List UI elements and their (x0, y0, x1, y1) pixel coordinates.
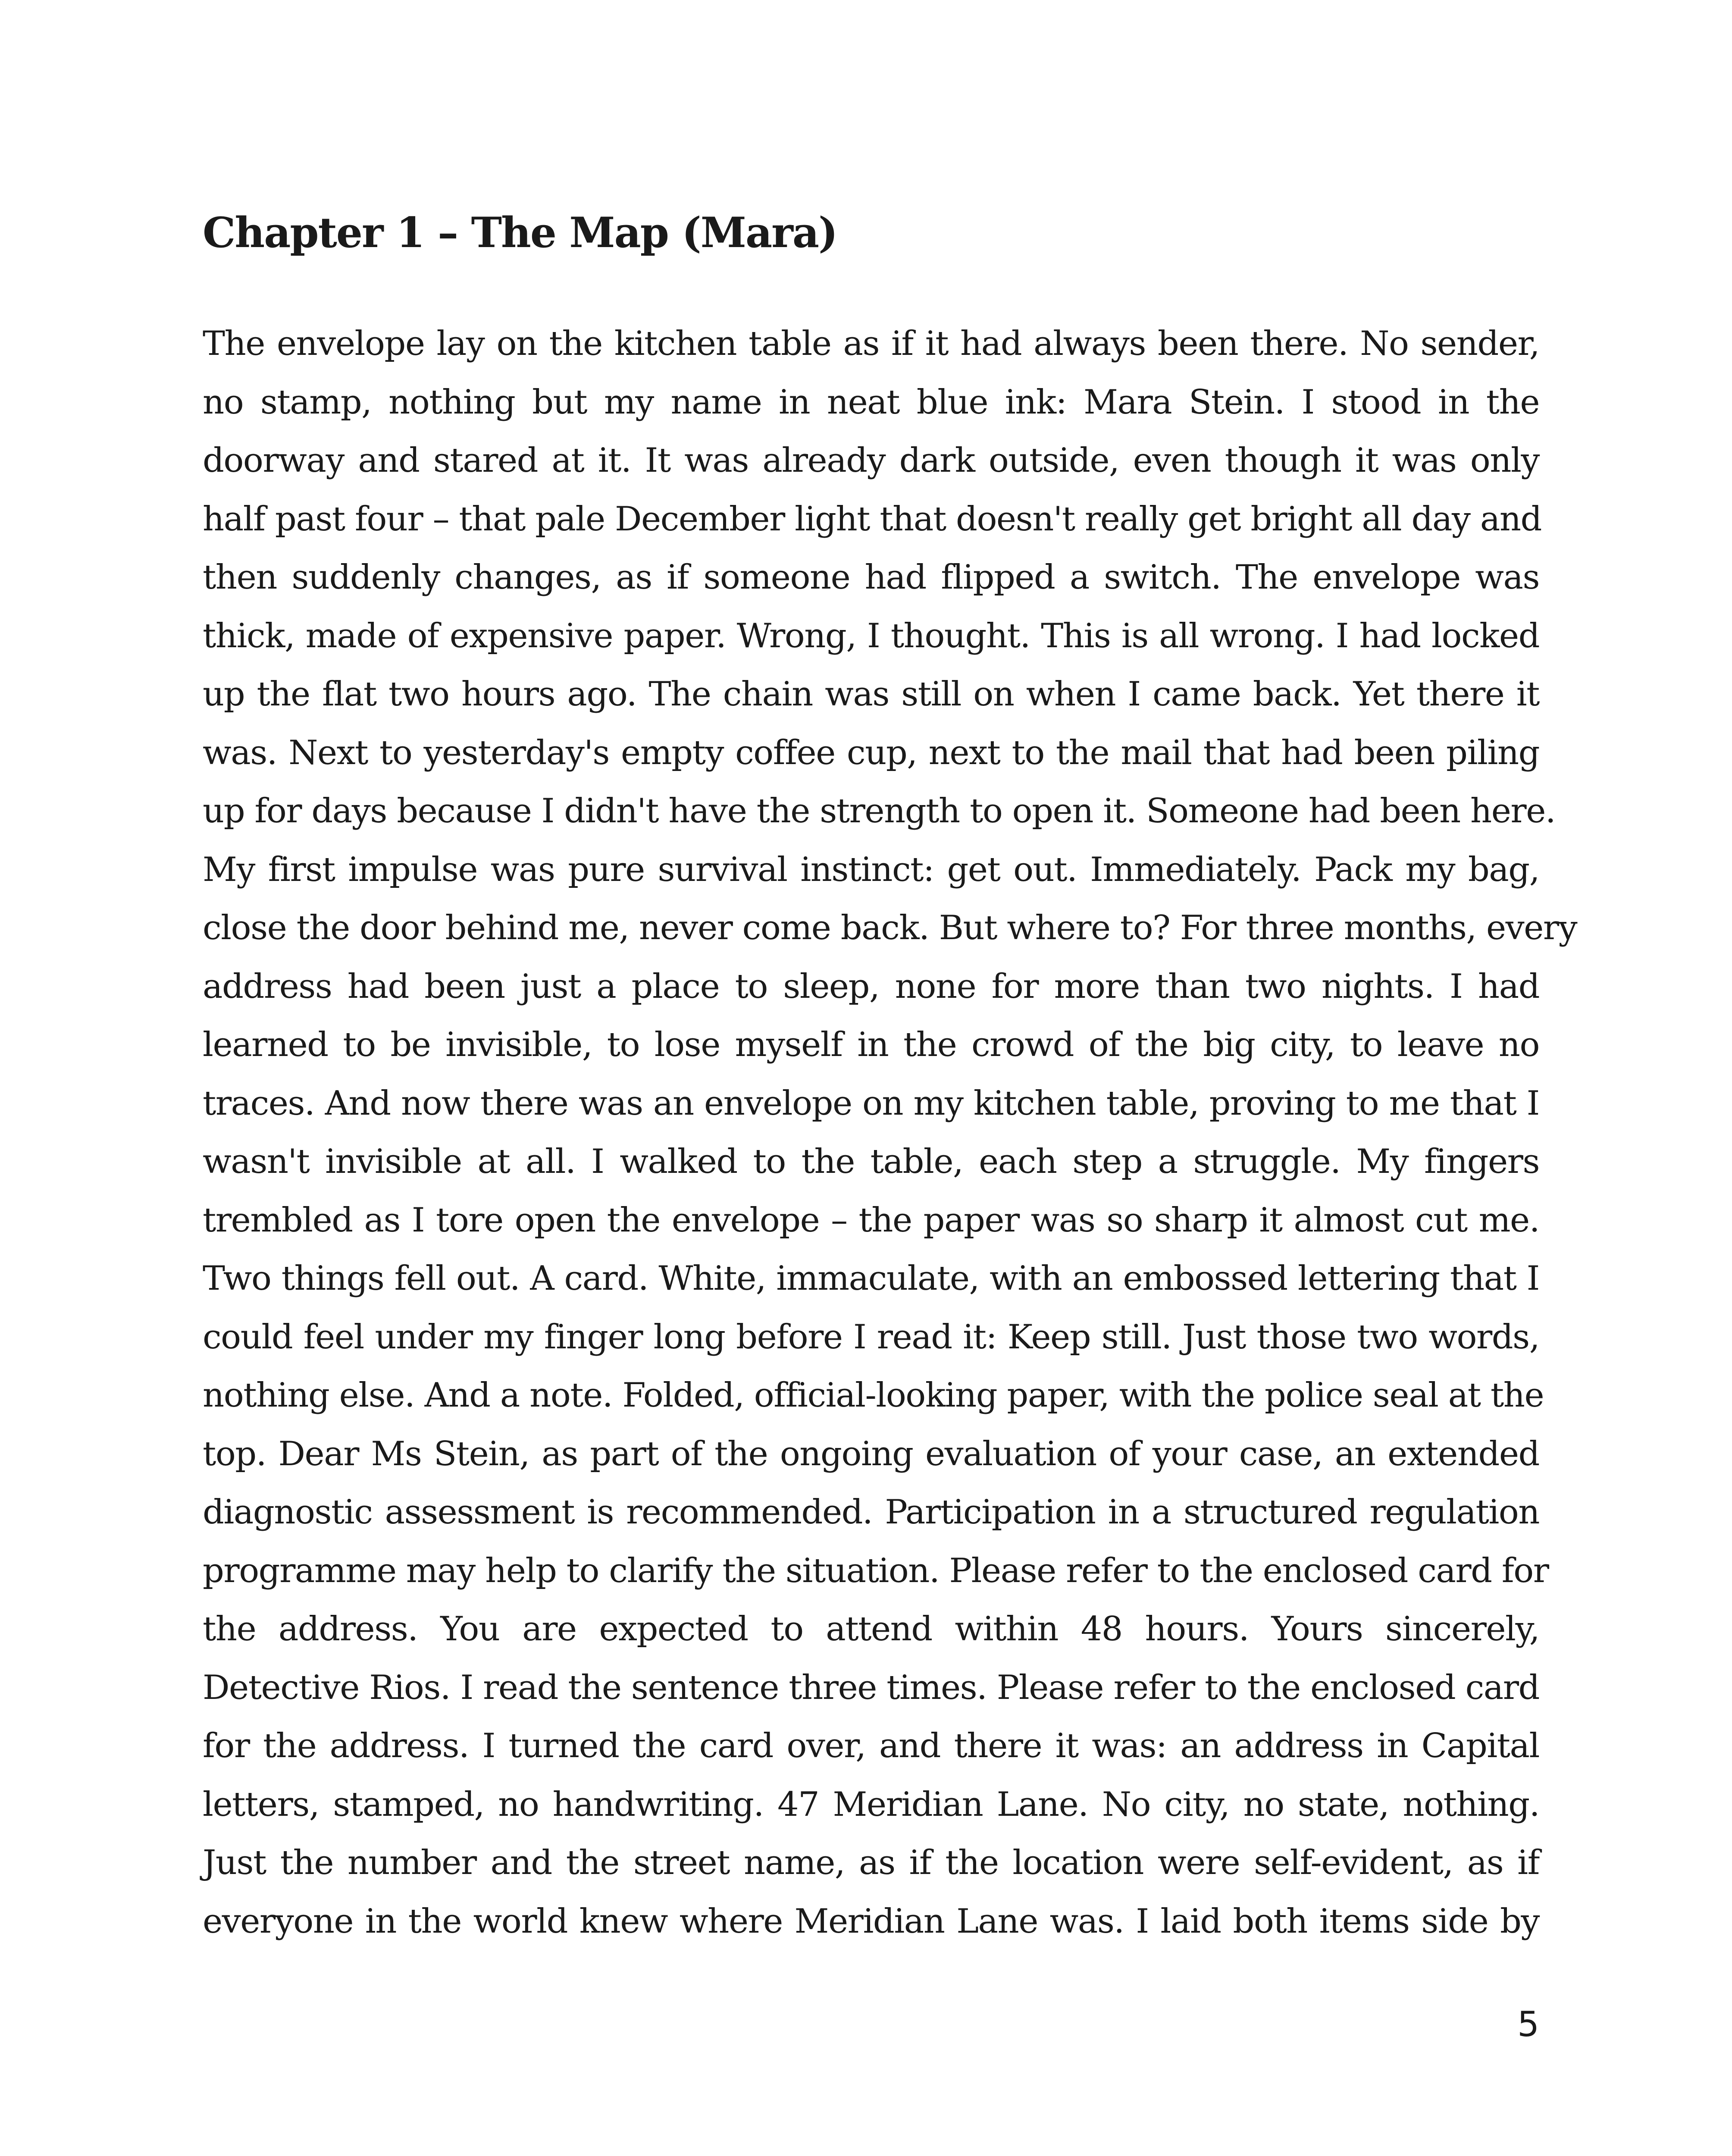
text-line: for the address. I turned the card over, and there it was: an address in Capital (203, 1727, 1539, 1765)
text-line: trembled as I tore open the envelope – the paper was so sharp it almost cut me. (203, 1200, 1539, 1240)
text-line: doorway and stared at it. It was already dark outside, even though it was only (203, 441, 1539, 480)
text-line: was. Next to yesterday's empty coffee cup, next to the mail that had been piling (203, 733, 1539, 772)
text-line: up for days because I didn't have the strength to open it. Someone had been here. (203, 792, 1556, 830)
text-line: letters, stamped, no handwriting. 47 Meridian Lane. No city, no state, nothing. (203, 1785, 1539, 1824)
text-line: wasn't invisible at all. I walked to the table, each step a struggle. My fingers (203, 1142, 1539, 1181)
text-line: diagnostic assessment is recommended. Participation in a structured regulation (203, 1493, 1539, 1532)
text-line: Two things fell out. A card. White, immaculate, with an embossed lettering that I (203, 1259, 1539, 1298)
text-line: traces. And now there was an envelope on my kitchen table, proving to me that I (203, 1084, 1539, 1123)
body-text (203, 315, 1577, 1951)
text-line: up the flat two hours ago. The chain was still on when I came back. Yet there it (203, 675, 1539, 714)
chapter-title: Chapter 1 – The Map (Mara) (203, 208, 837, 257)
text-line: Just the number and the street name, as if the location were self-evident, as if (203, 1843, 1539, 1882)
text-line: Detective Rios. I read the sentence three times. Please refer to the enclosed card (203, 1668, 1539, 1707)
text-line: the address. You are expected to attend within 48 hours. Yours sincerely, (203, 1610, 1539, 1648)
text-line: top. Dear Ms Stein, as part of the ongoing evaluation of your case, an extended (203, 1434, 1539, 1473)
text-line: My first impulse was pure survival instinct: get out. Immediately. Pack my bag, (203, 850, 1539, 889)
text-line: programme may help to clarify the situation. Please refer to the enclosed card for (203, 1551, 1549, 1590)
text-line: address had been just a place to sleep, none for more than two nights. I had (203, 967, 1539, 1006)
text-line: half past four – that pale December light that doesn't really get bright all day and (203, 499, 1541, 539)
text-line: everyone in the world knew where Meridian Lane was. I laid both items side by (203, 1902, 1539, 1941)
text-line: learned to be invisible, to lose myself in the crowd of the big city, to leave no (203, 1025, 1539, 1064)
text-line: close the door behind me, never come back. But where to? For three months, every (203, 909, 1577, 947)
text-line: then suddenly changes, as if someone had flipped a switch. The envelope was (203, 558, 1539, 597)
text-line: nothing else. And a note. Folded, official-looking paper, with the police seal at the (203, 1376, 1544, 1415)
text-line: no stamp, nothing but my name in neat blue ink: Mara Stein. I stood in the (203, 382, 1539, 422)
text-line: The envelope lay on the kitchen table as if it had always been there. No sender, (203, 324, 1539, 363)
text-line: thick, made of expensive paper. Wrong, I thought. This is all wrong. I had locked (203, 616, 1539, 655)
text-line: could feel under my finger long before I read it: Keep still. Just those two words, (203, 1317, 1539, 1357)
page-number: 5 (1517, 2004, 1539, 2044)
